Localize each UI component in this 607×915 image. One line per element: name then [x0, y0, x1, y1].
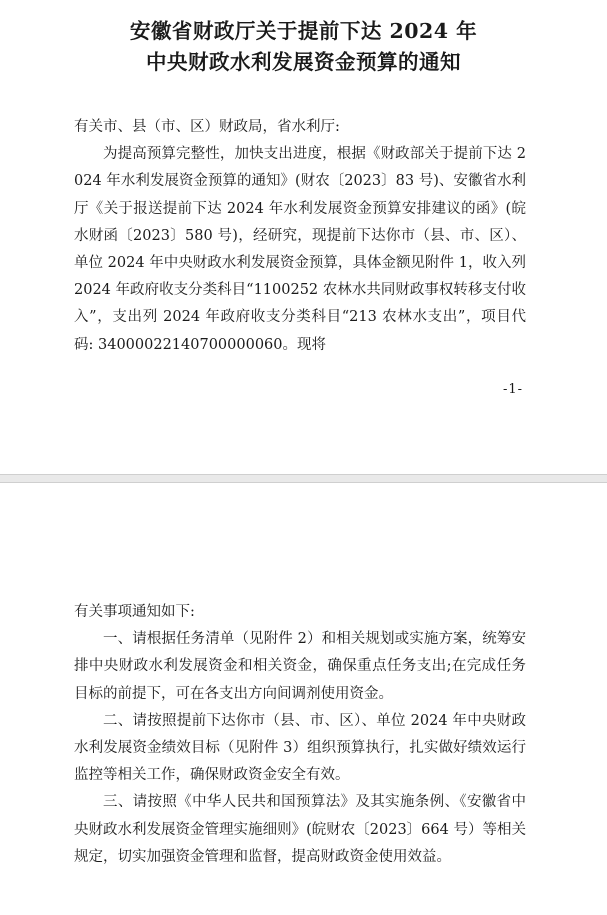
notice-item-3: 三、请按照《中华人民共和国预算法》及其实施条例、《安徽省中央财政水利发展资金管理实施细则》(皖财农〔2023〕664 号）等相关规定，切实加强资金管理和监督，提高财政资金使用效益。 [74, 794, 526, 865]
notice-lead: 有关事项通知如下: [74, 604, 195, 620]
paragraph-intro: 为提高预算完整性，加快支出进度，根据《财政部关于提前下达 2024 年水利发展资金预算的通知》(财农〔2023〕83 号)、安徽省水利厅《关于报送提前下达 2024 年水利发展资金预算安排建议的函》(皖水财函〔2023〕580 号)，经研究，现提前下达你市（县、市、区）、单位 2024 年中央财政水利发展资金预算，具体金额见附件 1，收入列 2024 年政府收支分类科目“1100252 农林水共同财政事权转移支付收入”，支出列 2024 年政府收支分类科目“213 农林水支出”，项目代码: 34000022140700000060。现将 [74, 146, 526, 353]
page-2-body [74, 599, 526, 871]
notice-item-1: 一、请根据任务清单（见附件 2）和相关规划或实施方案，统筹安排中央财政水利发展资金和相关资金，确保重点任务支出;在完成任务目标的前提下，可在各支出方向间调剂使用资金。 [74, 631, 526, 702]
notice-item-2: 二、请按照提前下达你市（县、市、区）、单位 2024 年中央财政水利发展资金绩效目标（见附件 3）组织预算执行，扎实做好绩效运行监控等相关工作，确保财政资金安全有效。 [74, 712, 526, 784]
page-1-body [74, 114, 526, 359]
document-title [0, 16, 607, 78]
title-line-2: 中央财政水利发展资金预算的通知 [146, 50, 461, 74]
title-line-1: 安徽省财政厅关于提前下达 2024 年 [129, 19, 478, 43]
salutation: 有关市、县（市、区）财政局，省水利厅: [74, 119, 340, 135]
page-number: -1- [502, 382, 523, 397]
document-page-2 [0, 482, 607, 915]
